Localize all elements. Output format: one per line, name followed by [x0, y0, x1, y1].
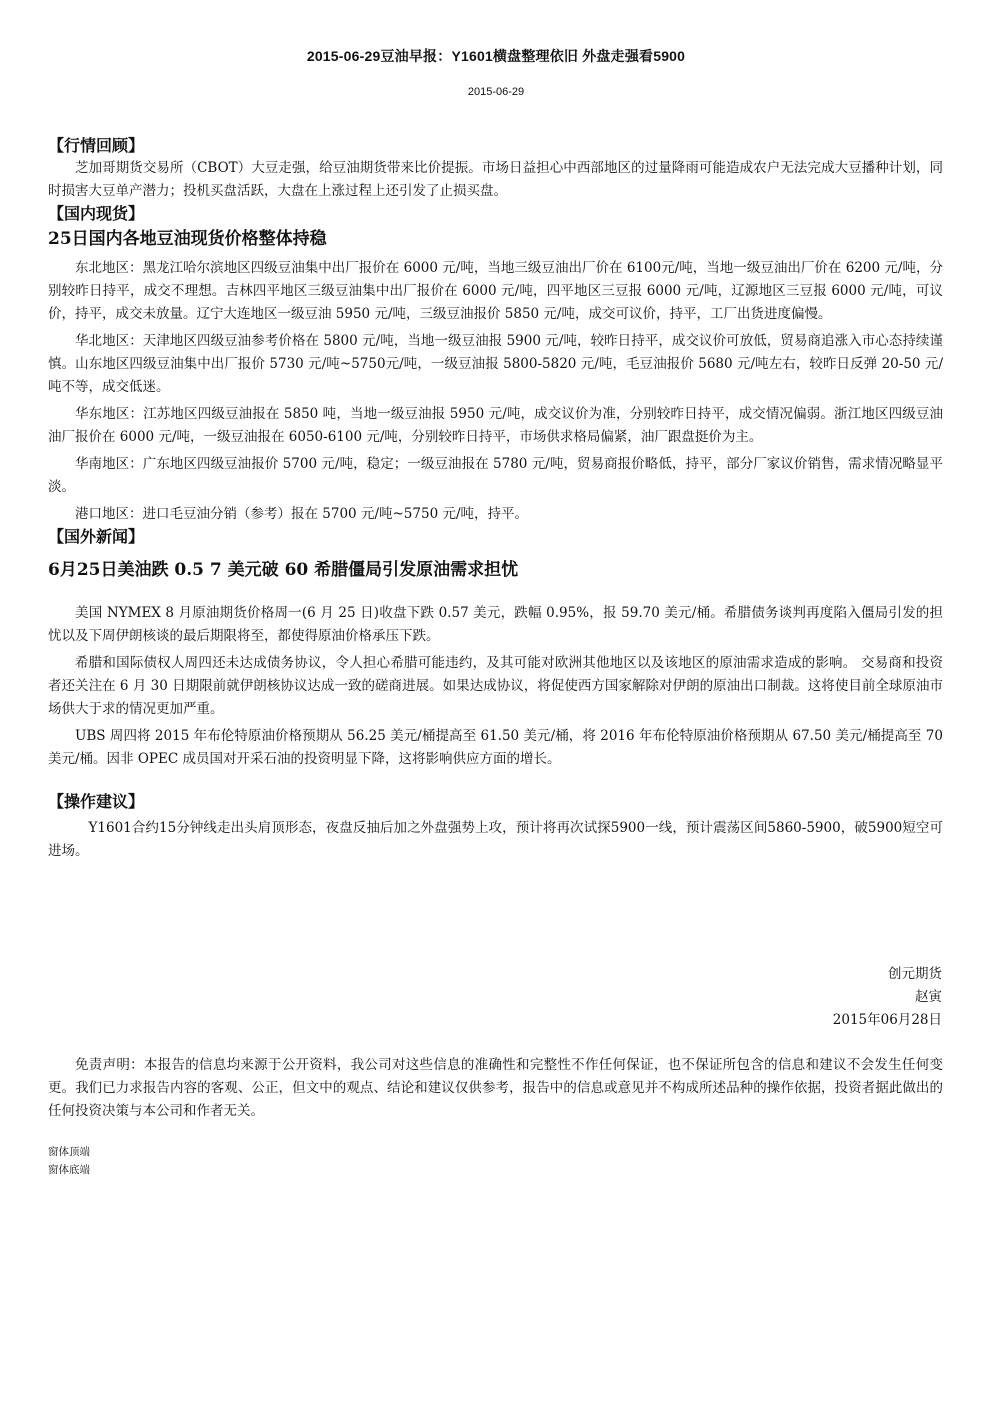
signature-company: 创元期货 — [888, 966, 942, 982]
document-date: 2015-06-29 — [467, 86, 525, 98]
domestic-paragraph-east: 华东地区：江苏地区四级豆油报在 5850 吨，当地一级豆油报 5950 元/吨，成交议价为准，分别较昨日持平，成交情况偏弱。浙江地区四级豆油油厂报价在 6000 元/吨，一级豆油报在 6050-6100 元/吨，分别较昨日持平，市场供求格局偏紧，油厂跟盘挺价为主。 — [48, 406, 943, 445]
foreign-paragraph-3: UBS 周四将 2015 年布伦特原油价格预期从 56.25 美元/桶提高至 61.50 美元/桶，将 2016 年布伦特原油价格预期从 67.50 美元/桶提高至 70 美元/桶。因非 OPEC 成员国对开采石油的投资明显下降，这将影响供应方面的增长。 — [48, 728, 943, 767]
domestic-paragraph-south: 华南地区：广东地区四级豆油报价 5700 元/吨，稳定；一级豆油报在 5780 元/吨，贸易商报价略低，持平，部分厂家议价销售，需求情况略显平淡。 — [48, 456, 943, 495]
document-body — [48, 135, 943, 863]
section-heading-domestic: 【国内现货】 — [48, 204, 145, 223]
signature-author: 赵寅 — [915, 989, 942, 1005]
foreign-paragraph-2: 希腊和国际债权人周四还未达成债务协议，令人担心希腊可能违约，及其可能对欧洲其他地区以及该地区的原油需求造成的影响。 交易商和投资者还关注在 6 月 30 日期限前就伊朗核协议达成一致的磋商进展。如果达成协议，将促使西方国家解除对伊朗的原油出口制裁。这将使目前全球原油市场供大于求的情况更加严重。 — [48, 655, 943, 717]
domestic-paragraph-port: 港口地区：进口毛豆油分销（参考）报在 5700 元/吨~5750 元/吨，持平。 — [75, 506, 528, 522]
domestic-paragraph-north: 华北地区：天津地区四级豆油参考价格在 5800 元/吨，当地一级豆油报 5900 元/吨，较昨日持平，成交议价可放低，贸易商追涨入市心态持续谨慎。山东地区四级豆油集中出厂报价 5730 元/吨~5750元/吨，一级豆油报 5800-5820 元/吨，毛豆油报价 5680 元/吨左右，较昨日反弹 20-50 元/吨不等，成交低迷。 — [48, 333, 943, 395]
review-paragraph: 芝加哥期货交易所（CBOT）大豆走强，给豆油期货带来比价提振。市场日益担心中西部地区的过量降雨可能造成农户无法完成大豆播种计划，同时损害大豆单产潜力；投机买盘活跃，大盘在上涨过程上还引发了止损买盘。 — [48, 160, 943, 199]
section-heading-review: 【行情回顾】 — [48, 136, 145, 155]
signature-date: 2015年06月28日 — [832, 1012, 942, 1028]
domestic-subheading: 25日国内各地豆油现货价格整体持稳 — [48, 229, 327, 249]
form-top-label: 窗体顶端 — [48, 1146, 90, 1158]
footer — [48, 1143, 90, 1179]
form-bottom-label: 窗体底端 — [48, 1164, 90, 1176]
document-title: 2015-06-29豆油早报：Y1601横盘整理依旧 外盘走强看5900 — [306, 48, 686, 64]
section-heading-foreign: 【国外新闻】 — [48, 527, 145, 546]
disclaimer-text: 免责声明：本报告的信息均来源于公开资料，我公司对这些信息的准确性和完整性不作任何保证，也不保证所包含的信息和建议不会发生任何变更。我们已力求报告内容的客观、公正，但文中的观点、结论和建议仅供参考，报告中的信息或意见并不构成所述品种的操作依据，投资者据此做出的任何投资决策与本公司和作者无关。 — [48, 1057, 943, 1119]
section-heading-advice: 【操作建议】 — [48, 792, 145, 811]
foreign-paragraph-1: 美国 NYMEX 8 月原油期货价格周一(6 月 25 日)收盘下跌 0.57 美元，跌幅 0.95%，报 59.70 美元/桶。希腊债务谈判再度陷入僵局引发的担忧以及下周伊朗核谈的最后期限将至，都使得原油价格承压下跌。 — [48, 605, 943, 644]
domestic-paragraph-northeast: 东北地区：黑龙江哈尔滨地区四级豆油集中出厂报价在 6000 元/吨，当地三级豆油出厂价在 6100元/吨，当地一级豆油出厂价在 6200 元/吨，分别较昨日持平，成交不理想。吉林四平地区三级豆油集中出厂报价在 6000 元/吨，四平地区三豆报 6000 元/吨，辽源地区三豆报 6000 元/吨，可议价，持平，成交未放量。辽宁大连地区一级豆油 5950 元/吨，三级豆油报价 5850 元/吨，成交可议价，持平，工厂出货进度偏慢。 — [48, 260, 943, 322]
signature-block — [833, 963, 942, 1032]
foreign-subheading: 6月25日美油跌 0.5 7 美元破 60 希腊僵局引发原油需求担忧 — [48, 560, 519, 580]
advice-paragraph: Y1601合约15分钟线走出头肩顶形态，夜盘反抽后加之外盘强势上攻，预计将再次试探5900一线，预计震荡区间5860-5900，破5900短空可进场。 — [48, 820, 943, 859]
